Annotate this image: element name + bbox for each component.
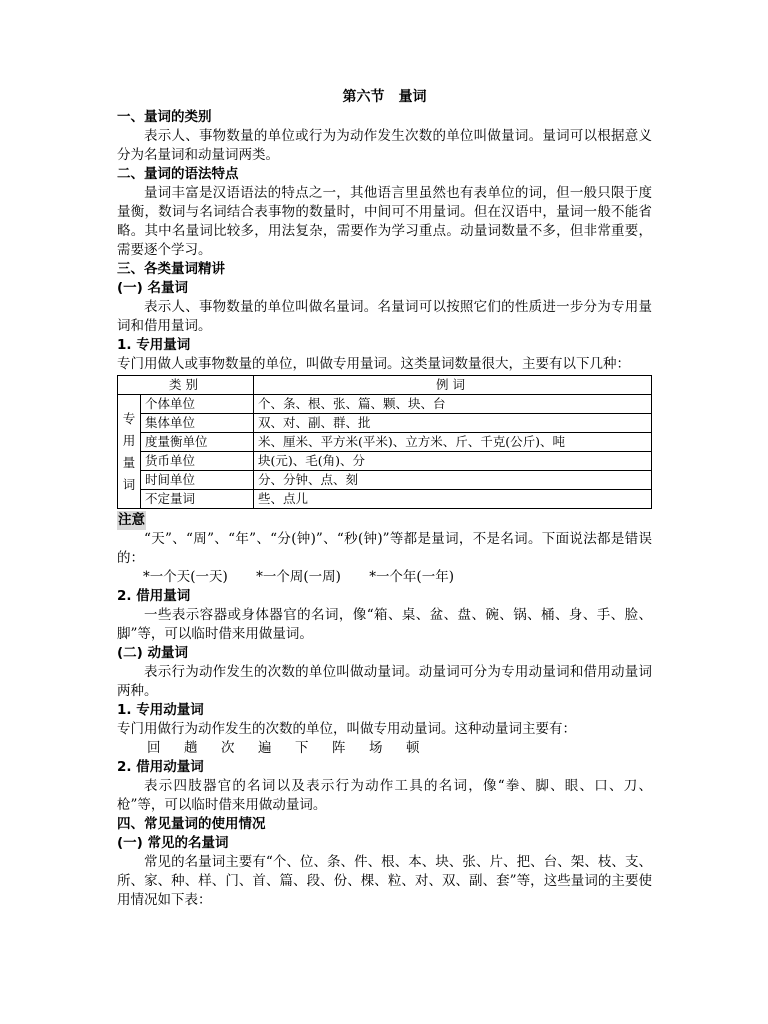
paragraph-noun-classifiers: 表示人、事物数量的单位叫做名量词。名量词可以按照它们的性质进一步分为专用量词和借用量词。: [117, 299, 652, 334]
paragraph-measure-word-categories: 表示人、事物数量的单位或行为为动作发生次数的单位叫做量词。量词可以根据意义分为名量词和动量词两类。: [117, 128, 652, 163]
paragraph-verbal-classifiers: 表示行为动作发生的次数的单位叫做动量词。动量词可分为专用动量词和借用动量词两种。: [117, 664, 652, 699]
paragraph-borrowed-verbal-classifiers: 表示四肢器官的名词以及表示行为动作工具的名词，像“拳、脚、眼、口、刀、枪”等，可以临时借来用做动量词。: [117, 778, 652, 813]
list-item: 场: [369, 740, 383, 756]
paragraph-special-classifiers: 专门用做人或事物数量的单位，叫做专用量词。这类量词数量很大，主要有以下几种：: [117, 356, 630, 372]
wrong-example: *一个年(一年): [369, 569, 454, 585]
paragraph-special-verbal-classifiers: 专门用做行为动作发生的次数的单位，叫做专用动量词。这种动量词主要有：: [117, 721, 576, 737]
verbal-classifier-list: [117, 739, 652, 758]
page-title: 第六节 量词: [342, 89, 427, 105]
list-item: 遍: [258, 740, 272, 756]
wrong-examples: [117, 568, 652, 587]
subsection-heading-common-noun-classifiers: (一) 常见的名量词: [117, 835, 229, 851]
wrong-example: *一个天(一天): [143, 569, 228, 585]
list-item: 趟: [184, 740, 198, 756]
side-char: 量: [122, 454, 136, 470]
table-cell-category: 集体单位: [141, 414, 254, 433]
table-cell-category: 不定量词: [141, 490, 254, 509]
table-row: [118, 395, 652, 414]
note-label: 注意: [118, 512, 145, 528]
table-cell-examples: 些、点儿: [254, 490, 652, 509]
table-row: [118, 452, 652, 471]
table-header-examples: 例词: [254, 376, 652, 395]
wrong-example: *一个周(一周): [256, 569, 341, 585]
subsection-heading-verbal-classifiers: (二) 动量词: [117, 645, 189, 661]
list-item: 次: [221, 740, 235, 756]
paragraph-note: “天”、“周”、“年”、“分(钟)”、“秒(钟)”等都是量词，不是名词。下面说法都是错误的：: [117, 531, 652, 566]
side-char: 词: [122, 476, 136, 492]
heading-borrowed-classifiers: 2. 借用量词: [117, 588, 191, 604]
heading-borrowed-verbal-classifiers: 2. 借用动量词: [117, 759, 204, 775]
table-cell-category: 货币单位: [141, 452, 254, 471]
section-heading-4: 四、常见量词的使用情况: [117, 816, 266, 832]
heading-special-classifiers: 1. 专用量词: [117, 337, 191, 353]
table-cell-examples: 个、条、根、张、篇、颗、块、台: [254, 395, 652, 414]
table-cell-examples: 米、厘米、平方米(平米)、立方米、斤、千克(公斤)、吨: [254, 433, 652, 452]
list-item: 回: [147, 740, 161, 756]
section-heading-2: 二、量词的语法特点: [117, 166, 239, 182]
table-cell-examples: 双、对、副、群、批: [254, 414, 652, 433]
table-header-category: 类别: [118, 376, 254, 395]
table-row: [118, 414, 652, 433]
list-item: 阵: [332, 740, 346, 756]
table-cell-examples: 分、分钟、点、刻: [254, 471, 652, 490]
classifier-table: [117, 375, 652, 509]
table-cell-examples: 块(元)、毛(角)、分: [254, 452, 652, 471]
table-row: [118, 433, 652, 452]
table-side-label: [118, 395, 141, 509]
subsection-heading-noun-classifiers: (一) 名量词: [117, 280, 189, 296]
heading-special-verbal-classifiers: 1. 专用动量词: [117, 702, 204, 718]
table-row: [118, 490, 652, 509]
list-item: 顿: [406, 740, 420, 756]
paragraph-borrowed-classifiers: 一些表示容器或身体器官的名词，像“箱、桌、盆、盘、碗、锅、桶、身、手、脸、脚”等，可以临时借来用做量词。: [117, 607, 652, 642]
section-heading-1: 一、量词的类别: [117, 109, 212, 125]
document-page: [117, 88, 652, 910]
section-heading-3: 三、各类量词精讲: [117, 261, 225, 277]
table-cell-category: 个体单位: [141, 395, 254, 414]
paragraph-common-noun-classifiers: 常见的名量词主要有“个、位、条、件、根、本、块、张、片、把、台、架、枝、支、所、家、种、样、门、首、篇、段、份、棵、粒、对、双、副、套”等，这些量词的主要使用情况如下表：: [117, 854, 652, 908]
list-item: 下: [295, 740, 309, 756]
table-cell-category: 时间单位: [141, 471, 254, 490]
table-header-row: [118, 376, 652, 395]
side-char: 用: [122, 432, 136, 448]
table-cell-category: 度量衡单位: [141, 433, 254, 452]
table-row: [118, 471, 652, 490]
paragraph-grammar-features: 量词丰富是汉语语法的特点之一，其他语言里虽然也有表单位的词，但一般只限于度量衡，数词与名词结合表事物的数量时，中间可不用量词。但在汉语中，量词一般不能省略。其中名量词比较多，用法复杂，需要作为学习重点。动量词数量不多，但非常重要，需要逐个学习。: [117, 185, 652, 258]
side-char: 专: [122, 410, 136, 426]
